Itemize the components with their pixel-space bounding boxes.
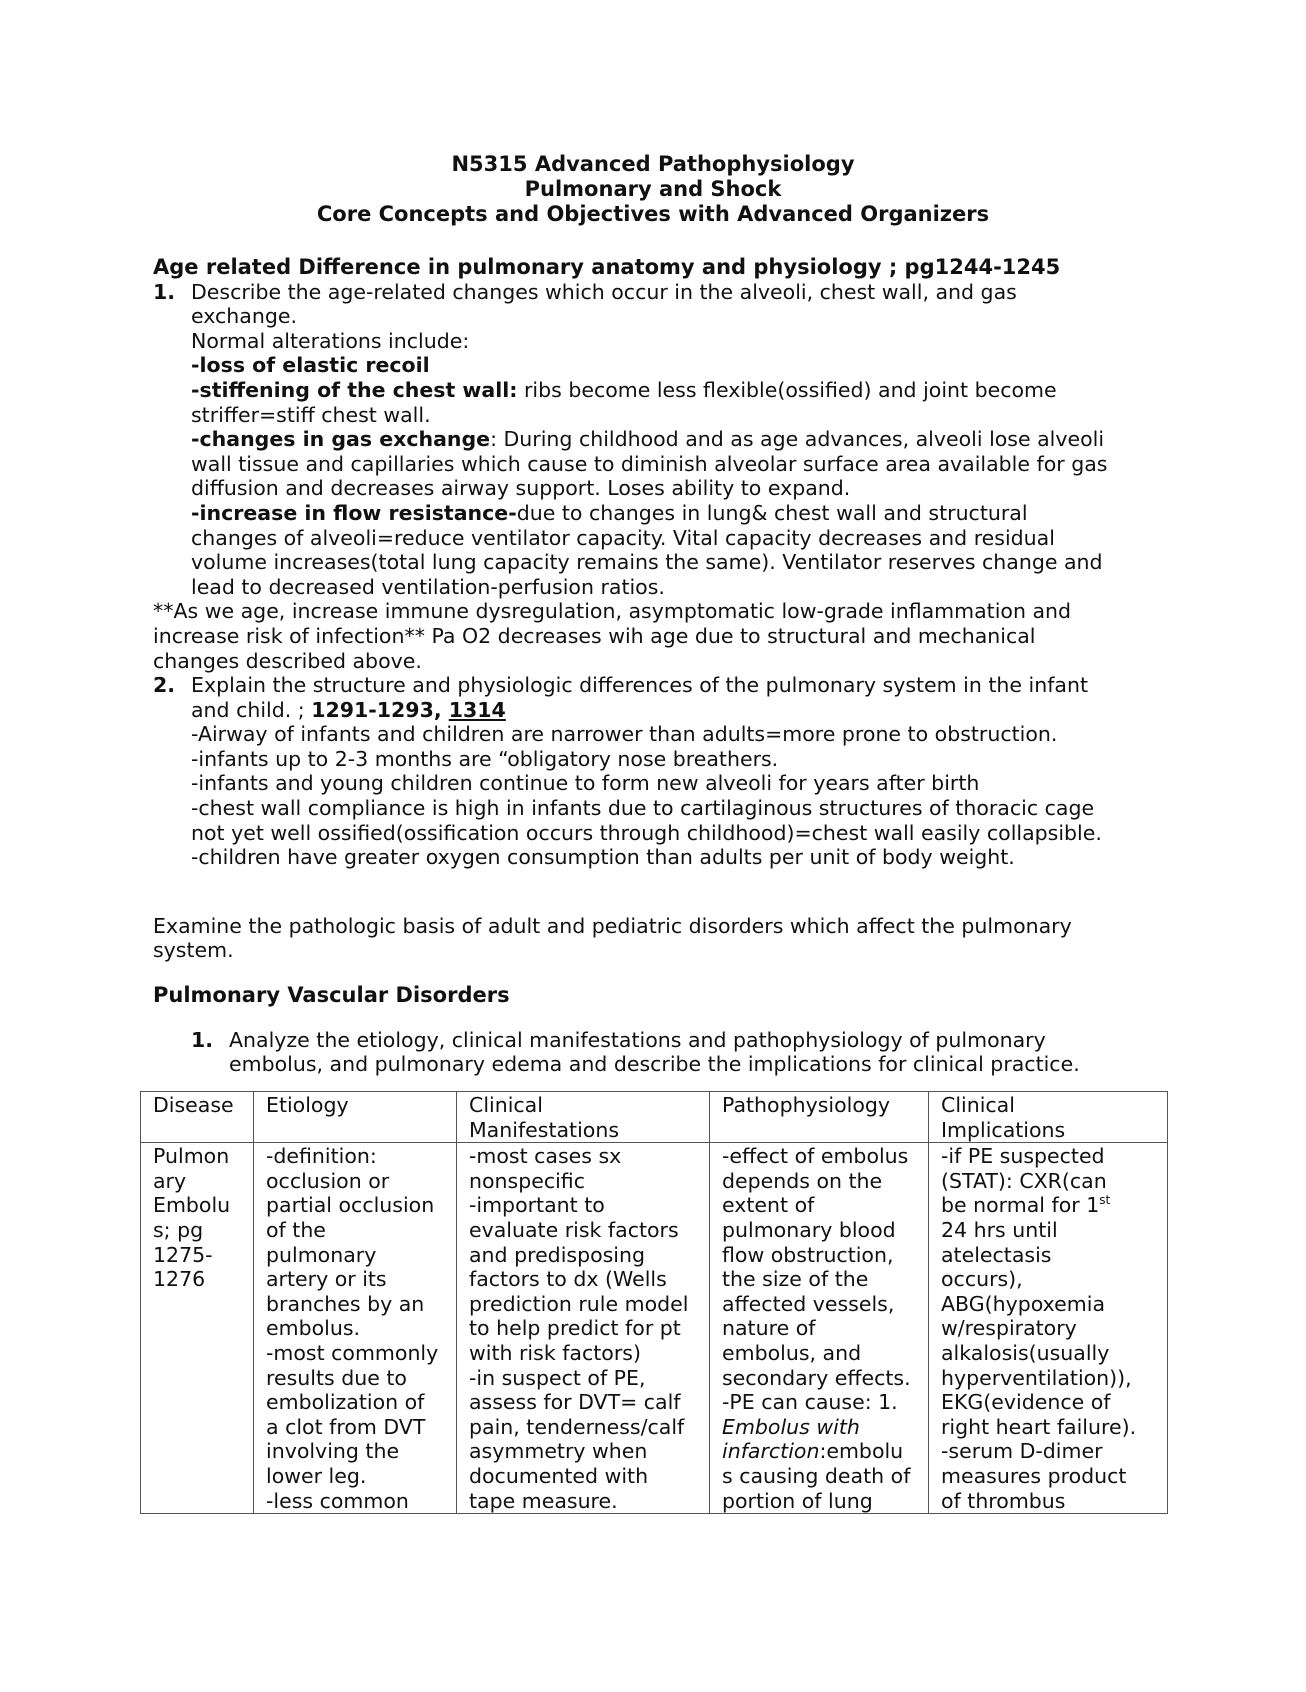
cell-text: Pulmon ary Embolu s; pg 1275- 1276: [153, 1144, 231, 1292]
aging-note: increase risk of infection** Pa O2 decreases wih age due to structural and mechanical: [153, 623, 1036, 648]
subtitle: Core Concepts and Objectives with Advanced Organizers: [316, 202, 990, 226]
column-header-manifestations: [457, 1092, 710, 1143]
table-row: [141, 1143, 1168, 1514]
column-header-text: Etiology: [266, 1093, 349, 1117]
cell-text-part: 24 hrs until atelectasis occurs), ABG(hypoxemia w/respiratory alkalosis(usually hyperventilation)), EKG(evidence of right heart failure). -serum D-dimer measures product of thrombus: [941, 1217, 1137, 1513]
bullet-flow-resistance: [191, 501, 1153, 526]
objective-1: [153, 280, 1153, 600]
cell-pathophysiology: [710, 1143, 929, 1514]
bullet-text: -infants up to 2-3 months are “obligatory nose breathers.: [191, 746, 779, 771]
bullet-gas-exchange: [191, 427, 1153, 452]
objective-number: 2.: [153, 673, 176, 698]
column-header-text: Pathophysiology: [722, 1093, 891, 1117]
examine-statement: system.: [153, 938, 234, 963]
cell-text-italic: infarction: [722, 1439, 820, 1464]
page-reference-underlined: 1314: [448, 697, 506, 722]
bullet-text: : During childhood and as age advances, alveoli lose alveoli: [490, 427, 1105, 452]
objective-number: 1.: [153, 279, 176, 304]
column-header-pathophysiology: [710, 1092, 929, 1143]
section-heading-age-related: Age related Difference in pulmonary anatomy and physiology ; pg1244-1245: [153, 255, 1061, 279]
cell-text-part: :embolu s causing death of portion of lung: [722, 1439, 911, 1513]
topic-title: Pulmonary and Shock: [524, 177, 782, 201]
bullet-stiffening: [191, 378, 1153, 403]
objective-text-pages: [191, 698, 1153, 723]
cell-implications: [929, 1143, 1168, 1514]
bullet-heading: -increase in flow resistance-: [191, 500, 517, 525]
document-body: [153, 255, 1153, 1077]
vascular-objective-1: [153, 1028, 1153, 1077]
cell-text: [941, 1144, 1159, 1513]
column-header-etiology: [254, 1092, 457, 1143]
objective-text: embolus, and pulmonary edema and describe the implications for clinical practice.: [229, 1052, 1080, 1077]
bullet-heading: -stiffening of the chest wall:: [191, 377, 518, 402]
bullet-loss-elastic-recoil: [191, 353, 1153, 378]
cell-text-part: -if PE suspected (STAT): CXR(can be normal for 1: [941, 1144, 1107, 1218]
bullet-heading: -loss of elastic recoil: [191, 353, 430, 378]
superscript: st: [1099, 1193, 1111, 1208]
objective-text: Analyze the etiology, clinical manifestations and pathophysiology of pulmonary: [229, 1027, 1046, 1052]
objective-number: 1.: [191, 1027, 214, 1052]
aging-note: changes described above.: [153, 648, 422, 673]
bullet-text: lead to decreased ventilation-perfusion ratios.: [191, 574, 665, 599]
examine-statement: Examine the pathologic basis of adult and pediatric disorders which affect the pulmonary: [153, 913, 1072, 938]
bullet-text: diffusion and decreases airway support. Loses ability to expand.: [191, 476, 851, 501]
page-reference: [311, 698, 506, 722]
column-header-implications: [929, 1092, 1168, 1143]
column-header-text: Disease: [153, 1093, 234, 1117]
cell-disease: [141, 1143, 254, 1514]
bullet-text: not yet well ossified(ossification occurs through childhood)=chest wall easily collapsible.: [191, 820, 1102, 845]
table-header-row: [141, 1092, 1168, 1143]
objective-text: exchange.: [191, 304, 297, 329]
column-header-disease: [141, 1092, 254, 1143]
cell-text: -most cases sx nonspecific -important to evaluate risk factors and predisposing factors to dx (Wells prediction rule model to help predict for pt with risk factors) -in suspect of PE, assess for DVT= calf pain, tenderness/calf asymmetry when documented with tape measure.: [469, 1144, 689, 1513]
bullet-text: -chest wall compliance is high in infants due to cartilaginous structures of thoracic cage: [191, 796, 1095, 821]
column-header-text: Clinical Implications: [941, 1093, 1066, 1142]
cell-text: [722, 1144, 920, 1513]
bullet-text: wall tissue and capillaries which cause to diminish alveolar surface area available for gas: [191, 451, 1108, 476]
section-heading-vascular: Pulmonary Vascular Disorders: [153, 983, 510, 1008]
bullet-text: changes of alveoli=reduce ventilator capacity. Vital capacity decreases and residual: [191, 525, 1055, 550]
bullet-text: due to changes in lung& chest wall and structural: [516, 500, 1028, 525]
cell-text: -definition: occlusion or partial occlusion of the pulmonary artery or its branches by an embolus. -most commonly results due to embolization of a clot from DVT involving the lower leg. -less common: [266, 1144, 439, 1513]
page-reference-range: 1291-1293,: [311, 697, 449, 722]
column-header-text: Clinical Manifestations: [469, 1093, 619, 1142]
bullet-heading: -changes in gas exchange: [191, 427, 491, 452]
objective-text: Describe the age-related changes which occur in the alveoli, chest wall, and gas: [191, 279, 1017, 304]
bullet-text: volume increases(total lung capacity remains the same). Ventilator reserves change and: [191, 550, 1103, 575]
objective-2: [153, 673, 1153, 870]
aging-note: **As we age, increase immune dysregulation, asymptomatic low-grade inflammation and: [153, 599, 1072, 624]
course-title: N5315 Advanced Pathophysiology: [451, 152, 855, 176]
cell-etiology: [254, 1143, 457, 1514]
bullet-text: striffer=stiff chest wall.: [191, 402, 431, 427]
cell-text-italic: Embolus with: [722, 1414, 860, 1439]
bullet-text: ribs become less flexible(ossified) and joint become: [517, 377, 1057, 402]
cell-text-part: -effect of embolus depends on the extent of pulmonary blood flow obstruction, the size of the affected vessels, nature of embolus, and secondary effects. -PE can cause: 1.: [722, 1144, 911, 1415]
cell-manifestations: [457, 1143, 710, 1514]
objective-text: and child. ;: [191, 697, 312, 722]
normal-alterations-label: Normal alterations include:: [191, 328, 470, 353]
objective-text: Explain the structure and physiologic differences of the pulmonary system in the infant: [191, 673, 1089, 698]
disorders-table: [140, 1091, 1168, 1514]
bullet-text: -children have greater oxygen consumption than adults per unit of body weight.: [191, 845, 1015, 870]
document-title-block: [0, 152, 1306, 227]
bullet-text: -infants and young children continue to form new alveoli for years after birth: [191, 771, 980, 796]
bullet-text: -Airway of infants and children are narrower than adults=more prone to obstruction.: [191, 722, 1058, 747]
